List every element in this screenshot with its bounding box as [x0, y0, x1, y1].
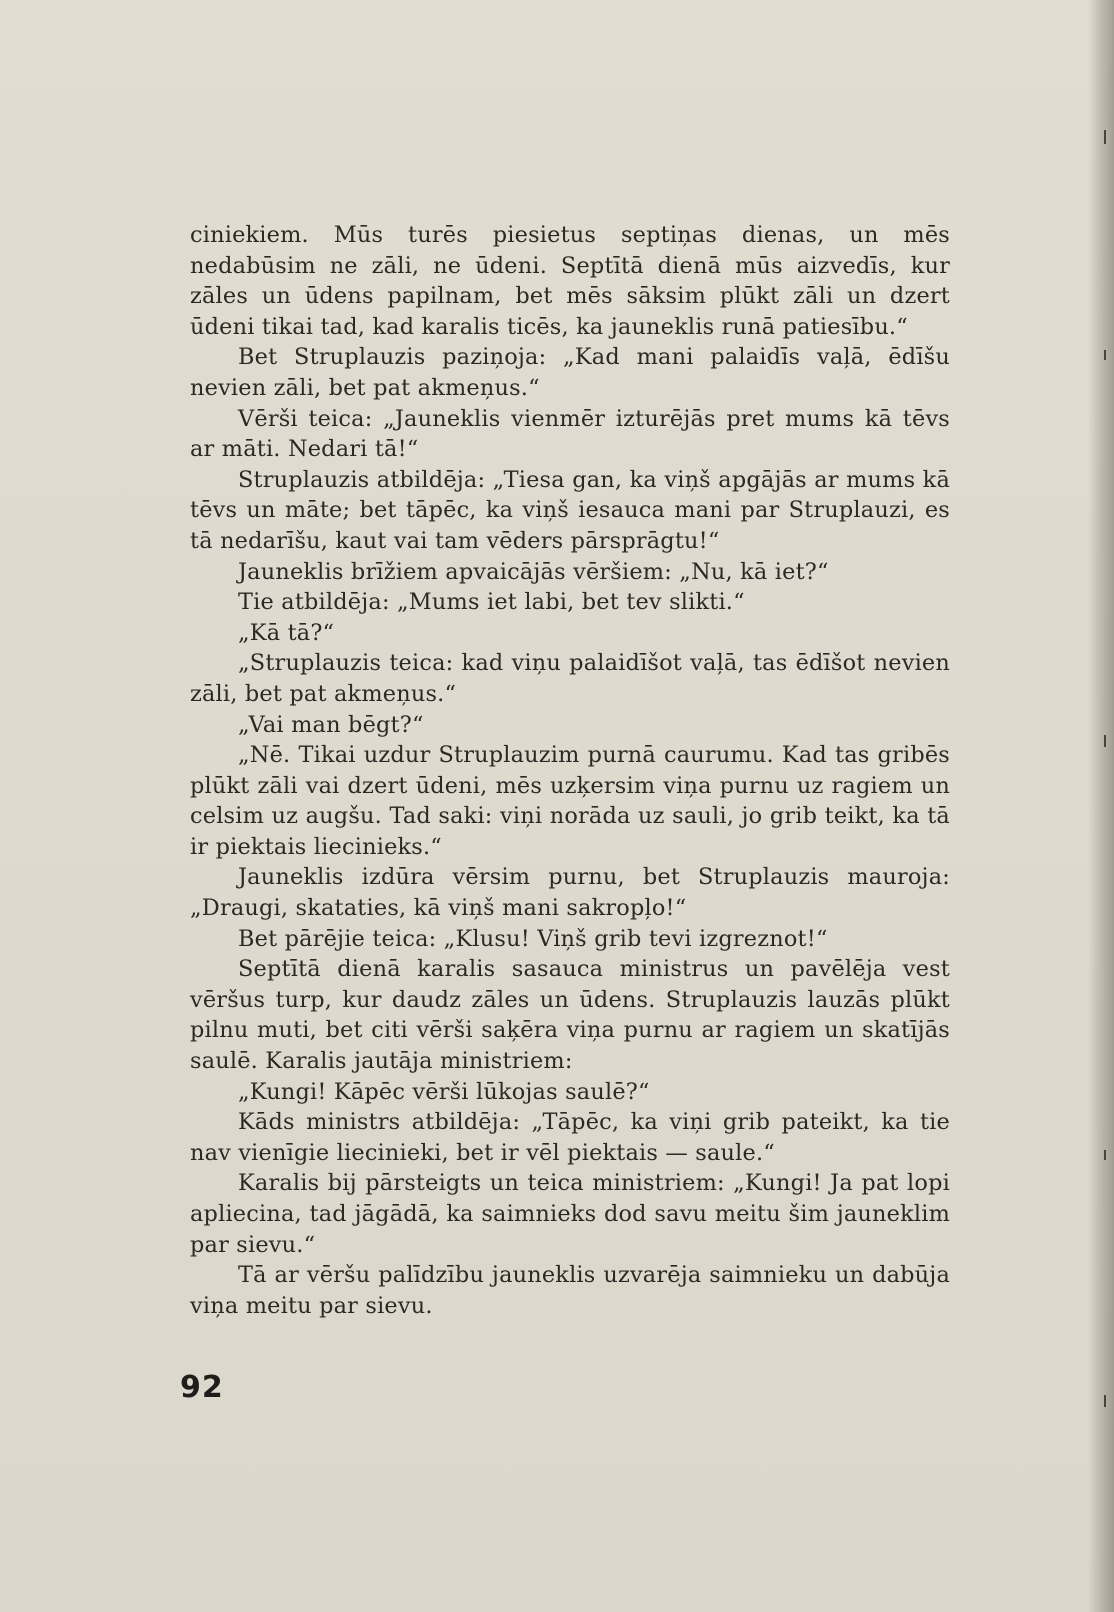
- paragraph: „Nē. Tikai uzdur Struplauzim purnā caurumu. Kad tas gribēs plūkt zāli vai dzert ūdeni, mēs uzķersim viņa purnu uz ragiem un celsim uz augšu. Tad saki: viņi norāda uz sauli, jo grib teikt, ka tā ir piektais liecinieks.“: [190, 742, 950, 860]
- paragraph: Karalis bij pārsteigts un teica ministriem: „Kungi! Ja pat lopi apliecina, tad jāgādā, ka saimnieks dod savu meitu šim jaunеklim par sievu.“: [190, 1170, 950, 1258]
- page-edge-mark: [1104, 350, 1106, 360]
- page-edge-mark: [1104, 735, 1106, 747]
- paragraph: Jaunеklis izdūra vērsim purnu, bet Struplauzis mauroja: „Draugi, skatаties, kā viņš mani sakropļo!“: [190, 864, 950, 922]
- paragraph: Struplauzis atbildēja: „Tiesa gan, ka viņš apgājās ar mums kā tēvs un māte; bet tāpēc, ka viņš iesauca mani par Struplauzi, es tā nedarīšu, kaut vai tam vēders pārsprāgtu!“: [190, 466, 950, 554]
- paragraph: Tie atbildēja: „Mums iet labi, bet tev slikti.“: [238, 589, 745, 616]
- paragraph: „Kā tā?“: [238, 619, 335, 646]
- paragraph: Tā ar vēršu palīdzību jaunеklis uzvarēja saimnieku un dabūja viņa meitu par sievu.: [190, 1262, 950, 1319]
- page-edge-mark: [1104, 130, 1106, 144]
- paragraph: „Struplauzis teica: kad viņu palaidīšot vaļā, tas ēdīšot nevien zāli, bet pat akmeņus.“: [190, 650, 950, 707]
- paragraph: „Vai man bēgt?“: [238, 711, 424, 738]
- body-text: [190, 220, 950, 1321]
- paragraph: Jaunеklis brīžiem apvaicājās vēršiem: „Nu, kā iet?“: [238, 558, 829, 585]
- paragraph: ciniekiem. Mūs turēs piesietus septiņas dienas, un mēs nedabūsim ne zāli, ne ūdeni. Septītā dienā mūs aizvedīs, kur zāles un ūdens papilnam, bet mēs sāksim plūkt zāli un dzert ūdeni tikai tad, kad karalis ticēs, ka jaunеklis runā patiesību.“: [190, 222, 950, 340]
- paragraph: Septītā dienā karalis sasauca ministrus un pavēlēja vest vēršus turp, kur daudz zāles un ūdens. Struplauzis lauzās plūkt pilnu muti, bet citi vērši saķēra viņa purnu ar ragiem un skatījās saulē. Karalis jautāja ministriem:: [190, 956, 950, 1075]
- paragraph: Kāds ministrs atbildēja: „Tāpēc, ka viņi grib pateikt, ka tie nav vienīgie liecinieki, bet ir vēl piektais — saule.“: [190, 1109, 950, 1166]
- paragraph: „Kungi! Kāpēc vērši lūkojas saulē?“: [238, 1078, 650, 1105]
- page-number: 92: [180, 1370, 224, 1405]
- page-edge-mark: [1104, 1150, 1106, 1160]
- paragraph: Bet pārējie teica: „Klusu! Viņš grib tevi izgreznot!“: [238, 925, 828, 952]
- paragraph: Vērši teica: „Jaunеklis vienmēr izturējās pret mums kā tēvs ar māti. Nedari tā!“: [190, 405, 950, 463]
- page-edge-shadow: [1088, 0, 1114, 1612]
- page-edge-mark: [1104, 1395, 1106, 1407]
- paragraph: Bet Struplauzis paziņoja: „Kad mani palaidīs vaļā, ēdīšu nevien zāli, bet pat akmeņus.“: [190, 344, 950, 401]
